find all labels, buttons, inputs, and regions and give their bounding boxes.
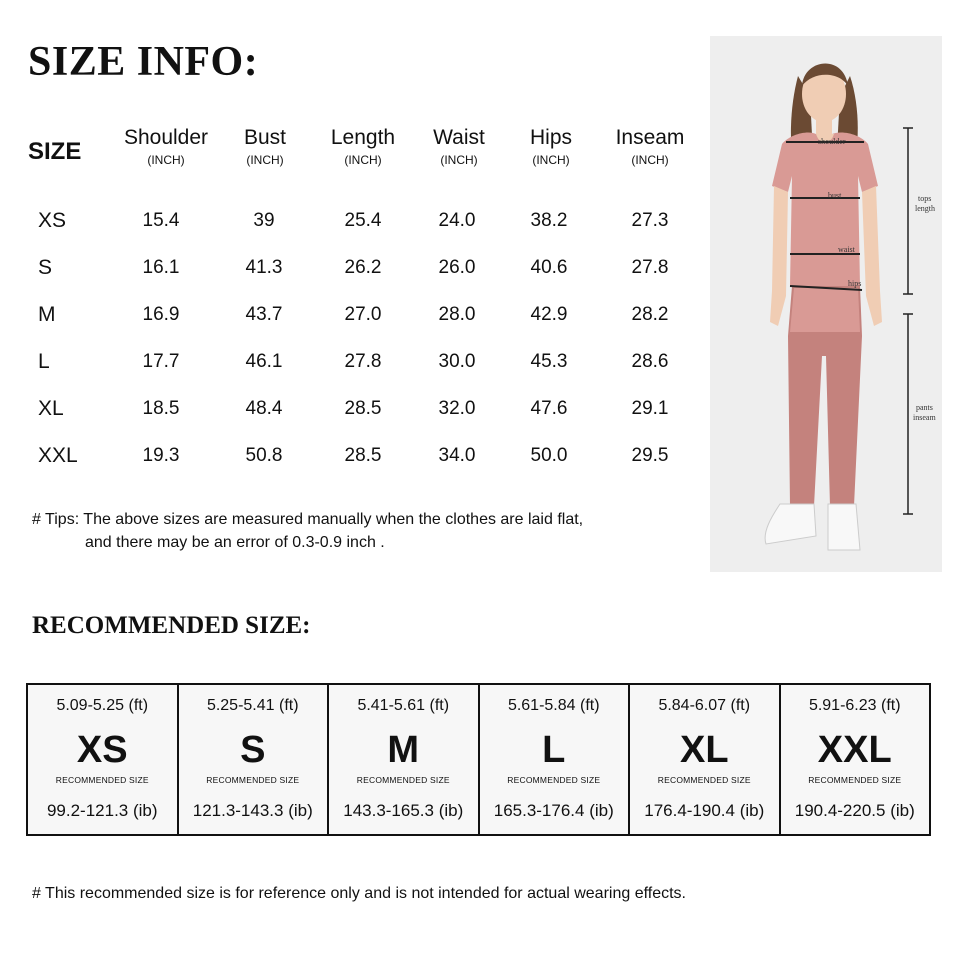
recommended-height: 5.91-6.23 (ft) (808, 697, 901, 714)
recommended-size-table (26, 683, 931, 836)
table-cell: 26.0 (438, 257, 476, 278)
table-cell: 28.2 (631, 304, 669, 325)
col-header-length (308, 126, 418, 167)
col-unit: (INCH) (440, 153, 478, 167)
table-cell: 16.9 (142, 304, 180, 325)
recommended-height: 5.84-6.07 (ft) (658, 697, 751, 714)
table-cell: 25.4 (344, 210, 382, 231)
table-cell: 38.2 (530, 210, 568, 231)
table-cell: 47.6 (530, 398, 568, 419)
table-cell: 42.9 (530, 304, 568, 325)
row-size-label: M (38, 303, 56, 326)
label-tops-length: length (915, 204, 935, 213)
tips-line-1: # Tips: The above sizes are measured manually when the clothes are laid flat, (32, 511, 584, 528)
label-tops: tops (918, 194, 932, 203)
row-size-label: XS (38, 209, 67, 232)
col-unit: (INCH) (147, 153, 185, 167)
table-cell: 45.3 (530, 351, 568, 372)
recommended-size-label: RECOMMENDED SIZE (507, 775, 601, 785)
col-header-bust (210, 126, 320, 167)
row-size-label: S (38, 256, 53, 279)
recommended-weight: 99.2-121.3 (ib) (46, 801, 158, 820)
table-cell: 43.7 (245, 304, 283, 325)
recommended-box-s (179, 685, 330, 834)
label-bust: bust (828, 191, 842, 200)
table-cell: 27.0 (344, 304, 382, 325)
recommended-box-xl (630, 685, 781, 834)
row-size-label: XXL (38, 444, 78, 467)
recommended-weight: 190.4-220.5 (ib) (794, 801, 915, 820)
tips-line-2: and there may be an error of 0.3-0.9 inch . (85, 534, 385, 551)
table-cell: 50.0 (530, 445, 568, 466)
recommended-height: 5.25-5.41 (ft) (206, 697, 299, 714)
recommended-weight: 121.3-143.3 (ib) (192, 801, 313, 820)
recommended-size-label: RECOMMENDED SIZE (808, 775, 902, 785)
table-cell: 27.8 (631, 257, 669, 278)
table-cell: 17.7 (142, 351, 180, 372)
label-waist: waist (838, 245, 855, 254)
row-size-label: XL (38, 397, 64, 420)
table-cell: 50.8 (245, 445, 283, 466)
recommended-height: 5.61-5.84 (ft) (507, 697, 600, 714)
label-pants: pants (916, 403, 933, 412)
table-cell: 32.0 (438, 398, 476, 419)
recommended-box-xxl (781, 685, 930, 834)
col-name: Bust (243, 126, 287, 149)
col-header-shoulder (111, 126, 221, 167)
recommended-footnote: # This recommended size is for reference only and is not intended for actual wearing effects. (32, 885, 686, 902)
table-cell: 16.1 (142, 257, 180, 278)
table-cell: 39 (253, 210, 275, 231)
model-illustration (710, 36, 942, 572)
table-cell: 29.1 (631, 398, 669, 419)
table-cell: 28.6 (631, 351, 669, 372)
recommended-weight: 165.3-176.4 (ib) (493, 801, 614, 820)
model-photo (710, 36, 942, 572)
col-name: Waist (433, 126, 485, 149)
col-name: Inseam (615, 126, 685, 149)
table-cell: 27.3 (631, 210, 669, 231)
recommended-size-label: RECOMMENDED SIZE (206, 775, 300, 785)
table-cell: 19.3 (142, 445, 180, 466)
row-size-label: L (38, 350, 50, 373)
col-unit: (INCH) (631, 153, 669, 167)
recommended-weight: 143.3-165.3 (ib) (343, 801, 464, 820)
table-cell: 30.0 (438, 351, 476, 372)
tips-note (32, 508, 583, 554)
col-name: Hips (529, 126, 572, 149)
recommended-size-letter: S (240, 729, 266, 771)
table-cell: 41.3 (245, 257, 283, 278)
col-unit: (INCH) (532, 153, 570, 167)
recommended-size-letter: XL (679, 729, 729, 771)
col-name: Shoulder (123, 126, 209, 149)
table-cell: 46.1 (245, 351, 283, 372)
recommended-size-label: RECOMMENDED SIZE (657, 775, 751, 785)
table-cell: 48.4 (245, 398, 283, 419)
table-cell: 28.0 (438, 304, 476, 325)
col-name: Length (330, 126, 396, 149)
size-info-title: SIZE INFO: (28, 39, 259, 85)
recommended-size-letter: XS (76, 729, 128, 771)
label-shoulder: shoulder (818, 137, 846, 146)
col-unit: (INCH) (344, 153, 382, 167)
recommended-size-letter: L (542, 729, 566, 771)
table-cell: 27.8 (344, 351, 382, 372)
recommended-box-l (480, 685, 631, 834)
recommended-height: 5.09-5.25 (ft) (56, 697, 149, 714)
table-cell: 34.0 (438, 445, 476, 466)
table-cell: 26.2 (344, 257, 382, 278)
recommended-height: 5.41-5.61 (ft) (357, 697, 450, 714)
col-header-hips (496, 126, 606, 167)
col-header-inseam (595, 126, 705, 167)
recommended-size-label: RECOMMENDED SIZE (55, 775, 149, 785)
recommended-size-letter: XXL (817, 729, 892, 771)
col-unit: (INCH) (246, 153, 284, 167)
recommended-box-m (329, 685, 480, 834)
table-cell: 15.4 (142, 210, 180, 231)
recommended-weight: 176.4-190.4 (ib) (644, 801, 765, 820)
recommended-size-label: RECOMMENDED SIZE (356, 775, 450, 785)
label-pants-inseam: inseam (913, 413, 936, 422)
table-cell: 29.5 (631, 445, 669, 466)
table-cell: 24.0 (438, 210, 476, 231)
recommended-box-xs (28, 685, 179, 834)
size-column-header: SIZE (28, 138, 82, 165)
label-hips: hips (848, 279, 862, 288)
table-cell: 28.5 (344, 445, 382, 466)
recommended-size-letter: M (387, 729, 420, 771)
table-cell: 18.5 (142, 398, 180, 419)
table-cell: 28.5 (344, 398, 382, 419)
recommended-size-title: RECOMMENDED SIZE: (32, 612, 311, 639)
table-cell: 40.6 (530, 257, 568, 278)
